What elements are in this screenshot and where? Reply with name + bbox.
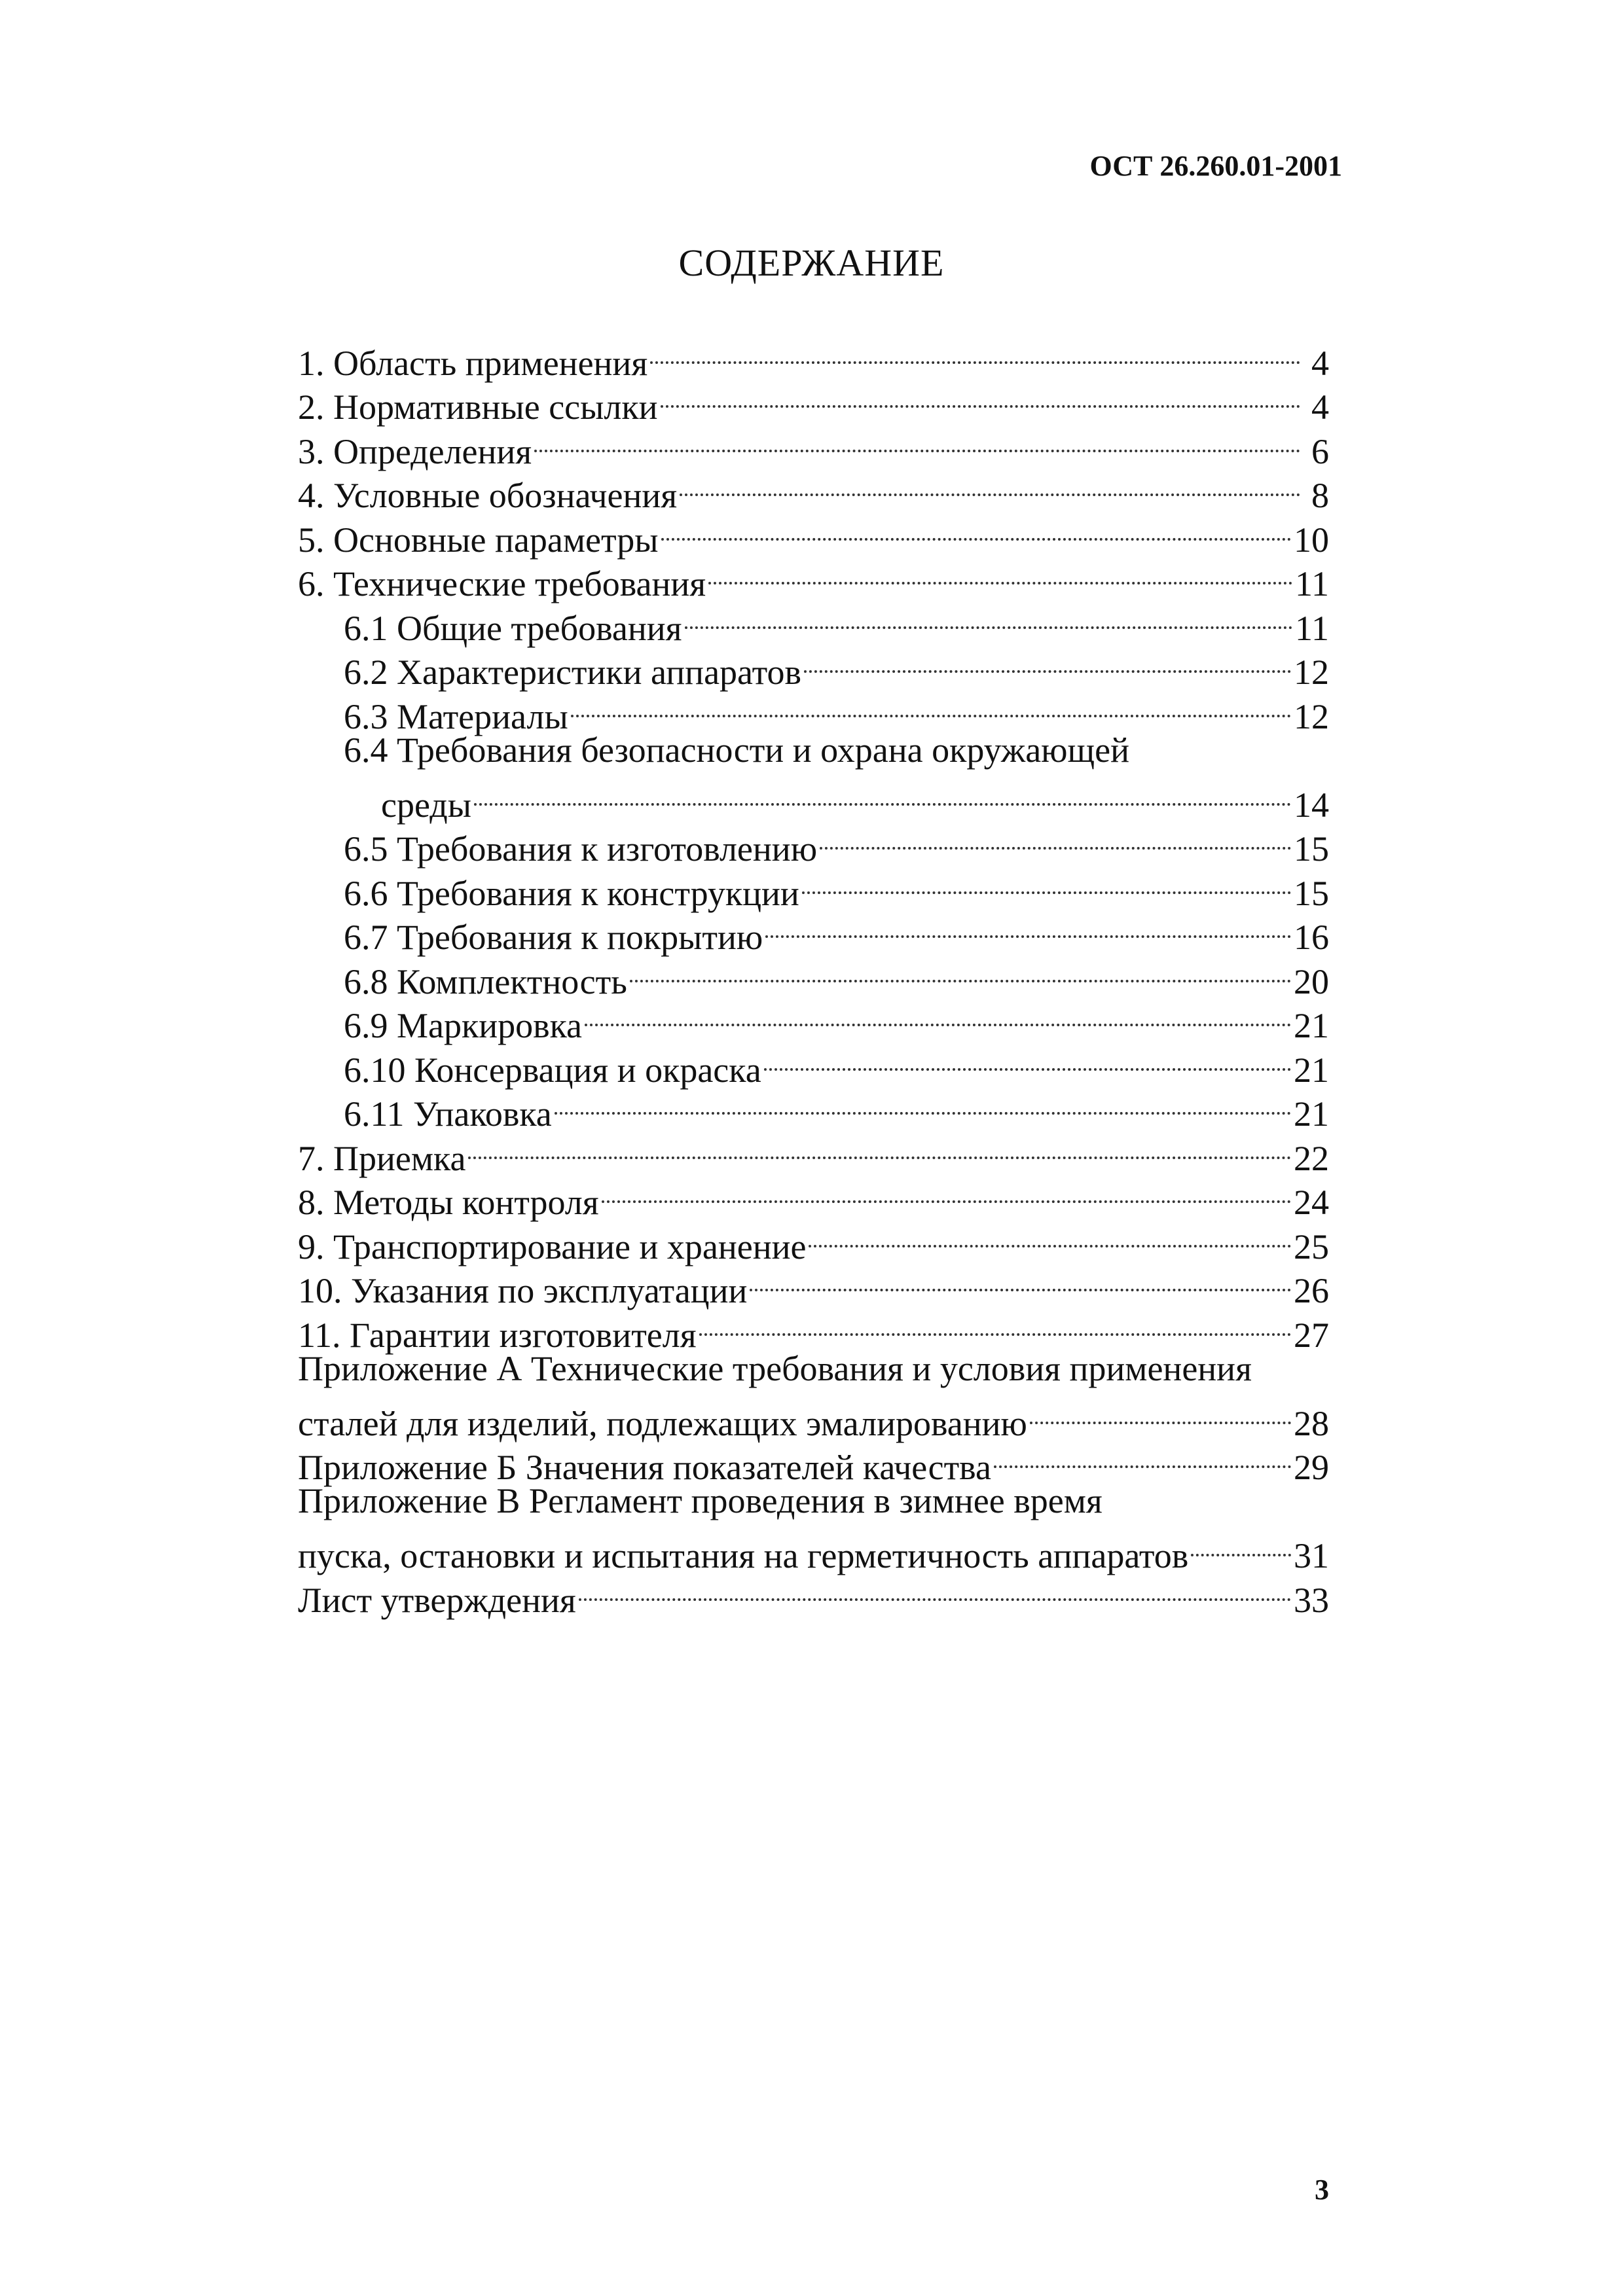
toc-entry-label: 6.4 Требования безопасности и охрана окружающей [344, 730, 1129, 770]
toc-dot-leader [661, 375, 1301, 420]
toc-entry-label: 6.1 Общие требования [344, 608, 682, 648]
document-code: ОСТ 26.260.01-2001 [1089, 150, 1342, 182]
toc-dot-leader [630, 949, 1291, 994]
toc-entry-page: 31 [1294, 1536, 1329, 1575]
toc-entry-page: 28 [1294, 1403, 1329, 1443]
toc-entry-label: 6.6 Требования к конструкции [344, 873, 799, 913]
toc-dot-leader [579, 1568, 1291, 1612]
toc-entry-label: Приложение Б Значения показателей качества [298, 1448, 991, 1487]
toc-entry-page: 11 [1295, 564, 1329, 603]
toc-entry-label: 7. Приемка [298, 1138, 466, 1178]
toc-appendix-first-line [298, 1479, 1329, 1524]
toc-entry-page: 15 [1294, 829, 1329, 869]
toc-entry-page: 8 [1311, 476, 1329, 515]
toc-entry-page: 6 [1311, 431, 1329, 471]
toc-entry-label: среды [381, 785, 471, 825]
toc-entry-label: 11. Гарантии изготовителя [298, 1315, 697, 1355]
toc-entry-label: 2. Нормативные ссылки [298, 387, 658, 427]
toc-entry-page: 22 [1294, 1138, 1329, 1178]
toc-entry-page: 27 [1294, 1315, 1329, 1355]
toc-entry-label: Лист утверждения [298, 1580, 576, 1620]
toc-entry-label: 6.5 Требования к изготовлению [344, 829, 818, 869]
toc-entry-label: сталей для изделий, подлежащих эмалированию [298, 1403, 1027, 1443]
toc-entry-page: 21 [1294, 1094, 1329, 1134]
toc-dot-leader [468, 1126, 1291, 1170]
toc-dot-leader [764, 1037, 1291, 1082]
toc-entry-page: 29 [1294, 1448, 1329, 1487]
toc-dot-leader [1191, 1524, 1291, 1568]
toc-entry-label: 6.7 Требования к покрытию [344, 918, 763, 957]
toc-dot-leader [474, 772, 1291, 817]
toc-dot-leader [708, 552, 1292, 596]
toc-dot-leader [802, 861, 1291, 905]
toc-dot-leader [571, 684, 1291, 728]
toc-entry-label: 6.10 Консервация и окраска [344, 1050, 761, 1090]
toc-entry-page: 10 [1294, 520, 1329, 560]
toc-entry-label: 6.3 Материалы [344, 696, 568, 736]
toc-entry-label: 4. Условные обозначения [298, 476, 678, 515]
page-title: СОДЕРЖАНИЕ [678, 242, 945, 284]
toc-dot-leader [585, 994, 1291, 1038]
toc-entry-page: 24 [1294, 1183, 1329, 1222]
table-of-contents [298, 331, 1329, 1620]
toc-dot-leader [534, 419, 1300, 463]
toc-entry-label: Приложение А Технические требования и условия применения [298, 1348, 1252, 1388]
toc-entry-page: 21 [1294, 1006, 1329, 1045]
toc-entry-page: 16 [1294, 918, 1329, 957]
toc-entry-page: 4 [1311, 387, 1329, 427]
toc-entry-label: 8. Методы контроля [298, 1183, 599, 1222]
toc-entry-page: 14 [1294, 785, 1329, 825]
toc-appendix-continuation [298, 1524, 1329, 1575]
toc-appendix-first-line [298, 1347, 1329, 1391]
toc-dot-leader [602, 1170, 1291, 1215]
toc-entry-page: 12 [1294, 653, 1329, 692]
toc-dot-leader [685, 596, 1292, 640]
toc-entry-label: 6.11 Упаковка [344, 1094, 552, 1134]
toc-entry-page: 11 [1295, 608, 1329, 648]
toc-entry-page: 4 [1311, 343, 1329, 383]
toc-entry-label: пуска, остановки и испытания на герметичность аппаратов [298, 1536, 1189, 1575]
toc-entry-label: 6. Технические требования [298, 564, 706, 603]
toc-entry-label: 9. Транспортирование и хранение [298, 1227, 807, 1266]
toc-dot-leader [680, 463, 1300, 508]
toc-entry-page: 26 [1294, 1271, 1329, 1310]
toc-appendix-continuation [298, 1391, 1329, 1443]
toc-entry-label: 1. Область применения [298, 343, 648, 383]
toc-subentry-first-line [298, 728, 1329, 773]
toc-entry-label: 6.8 Комплектность [344, 961, 627, 1001]
toc-entry-page: 20 [1294, 961, 1329, 1001]
toc-entry-label: 10. Указания по эксплуатации [298, 1271, 748, 1310]
toc-dot-leader [650, 331, 1300, 375]
toc-entry-page: 33 [1294, 1580, 1329, 1620]
toc-subentry-continuation [298, 772, 1329, 825]
toc-entry-label: 3. Определения [298, 431, 532, 471]
toc-entry-page: 12 [1294, 696, 1329, 736]
toc-entry-page: 21 [1294, 1050, 1329, 1090]
toc-entry-page: 25 [1294, 1227, 1329, 1266]
toc-dot-leader [820, 817, 1291, 861]
toc-dot-leader [1030, 1391, 1291, 1435]
toc-dot-leader [750, 1259, 1291, 1303]
toc-dot-leader [994, 1435, 1291, 1480]
toc-dot-leader [661, 507, 1291, 552]
toc-dot-leader [765, 905, 1291, 950]
page-number: 3 [1315, 2174, 1329, 2206]
toc-dot-leader [555, 1082, 1291, 1126]
toc-entry [298, 331, 1329, 383]
toc-entry-page: 15 [1294, 873, 1329, 913]
toc-entry-label: 6.2 Характеристики аппаратов [344, 653, 801, 692]
toc-dot-leader [699, 1302, 1291, 1347]
toc-dot-leader [809, 1214, 1291, 1259]
toc-entry-label: 6.9 Маркировка [344, 1006, 582, 1045]
toc-entry-label: Приложение В Регламент проведения в зимнее время [298, 1481, 1103, 1520]
toc-entry-label: 5. Основные параметры [298, 520, 659, 560]
toc-dot-leader [804, 640, 1291, 685]
